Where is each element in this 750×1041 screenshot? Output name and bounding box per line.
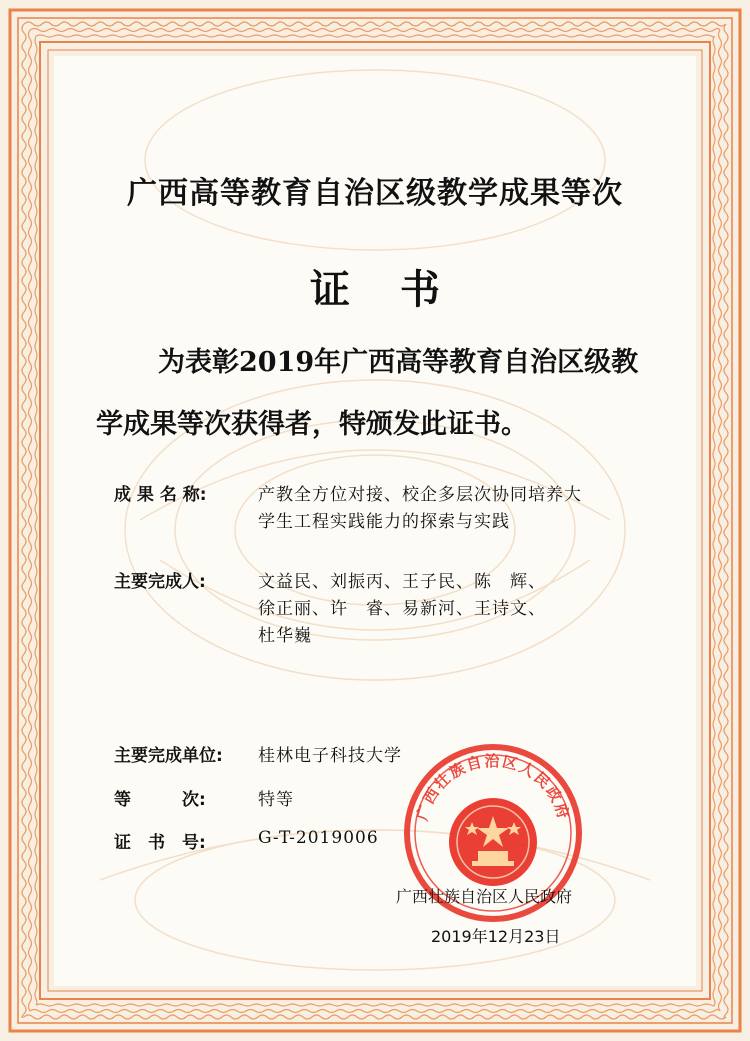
- achievement-value-line2: 学生工程实践能力的探索与实践: [258, 512, 510, 532]
- award-paragraph-line1: 为表彰2019年广西高等教育自治区级教: [158, 347, 639, 378]
- issue-date: 2019年12月23日: [431, 927, 561, 946]
- completers-value-line3: 杜华巍: [258, 626, 312, 646]
- completers-value-line2: 徐正丽、许 睿、易新河、王诗文、: [258, 599, 546, 619]
- certificate-title: 广西高等教育自治区级教学成果等次: [127, 176, 623, 211]
- svg-text:广西壮族自治区人民政府: 广西壮族自治区人民政府: [413, 751, 573, 823]
- certificate-number-value: G-T-2019006: [258, 828, 379, 848]
- issuer-name: 广西壮族自治区人民政府: [396, 887, 573, 906]
- grade-value: 特等: [258, 790, 294, 810]
- grade-label: 等 次:: [114, 790, 206, 810]
- award-paragraph-line2: 学成果等次获得者，特颁发此证书。: [96, 409, 528, 440]
- completers-value-line1: 文益民、刘振丙、王子民、陈 辉、: [258, 572, 546, 592]
- unit-label: 主要完成单位:: [114, 746, 223, 766]
- achievement-label: 成 果 名 称:: [114, 485, 207, 505]
- certificate-number-label: 证 书 号:: [114, 833, 206, 853]
- completers-label: 主要完成人:: [114, 572, 206, 592]
- achievement-value-line1: 产教全方位对接、校企多层次协同培养大: [258, 485, 582, 505]
- unit-value: 桂林电子科技大学: [258, 746, 402, 766]
- certificate-subtitle: 证书: [310, 267, 490, 313]
